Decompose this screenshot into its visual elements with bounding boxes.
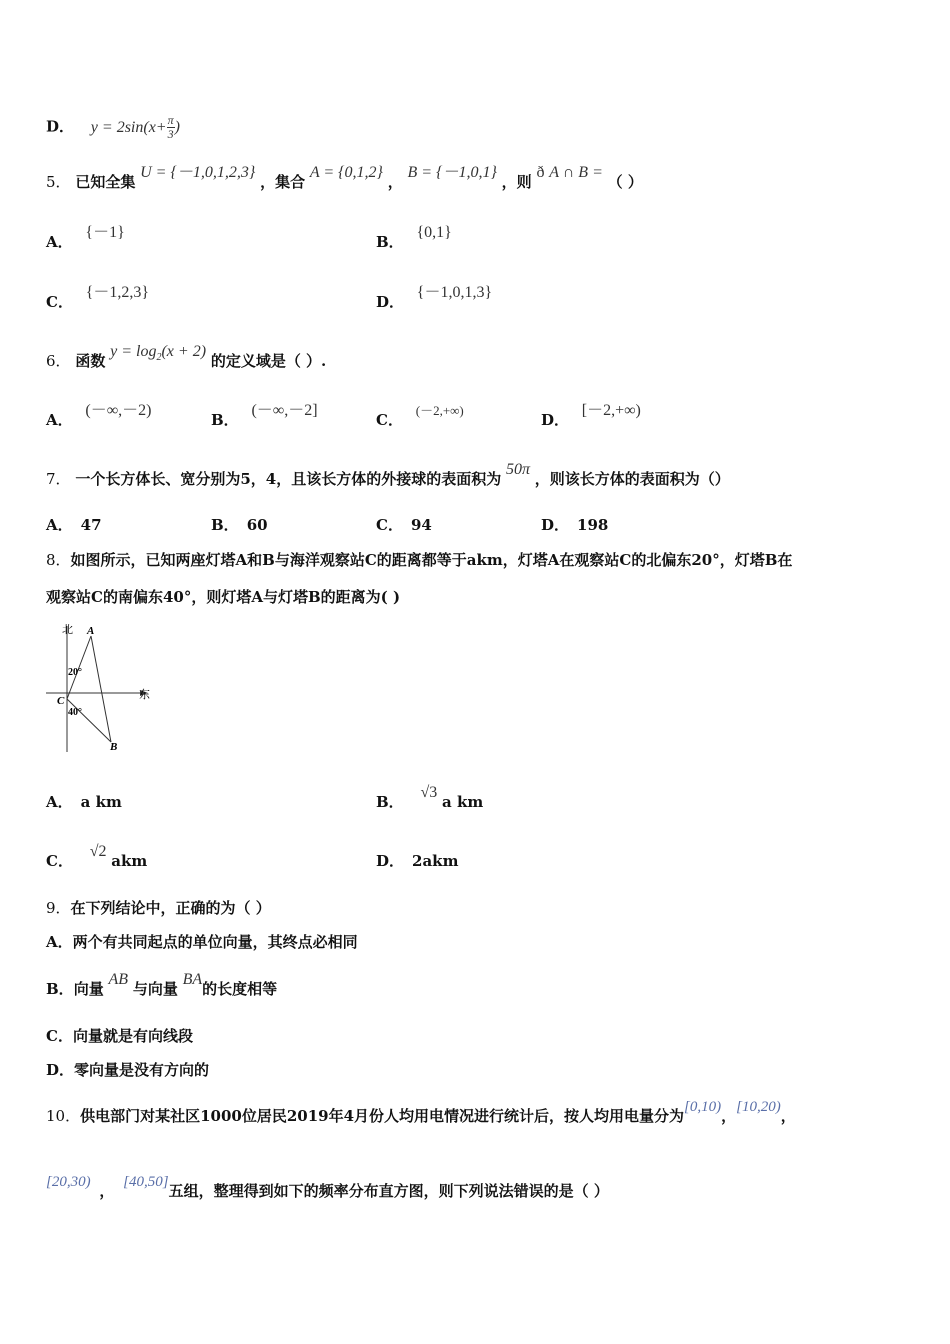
q6-option-c[interactable]: C． (－2,+∞) <box>376 403 464 429</box>
q5-option-b[interactable]: B． {0,1} <box>376 224 452 251</box>
q7-option-d[interactable]: D． 198 <box>541 516 609 534</box>
interval-0-10: [0,10) <box>684 1099 722 1115</box>
question-6-stem: 6． 函数 $y = \log_2(x + 2)$ 的定义域是（ ）. <box>46 343 327 370</box>
q7-option-c[interactable]: C． 94 <box>376 516 432 534</box>
formula: y = 2sin(x+ <box>90 118 167 136</box>
set-b: B = {－1,0,1} <box>407 164 497 181</box>
question-5-stem: 5． 已知全集 U = {－1,0,1,2,3} ，集合 A = {0,1,2} ， B = {－1,0,1} ，则 ð A ∩ B = （ ） <box>46 164 643 191</box>
set-u: U = {－1,0,1,2,3} <box>140 164 256 181</box>
point-a-label: A <box>87 625 95 637</box>
q9-option-d[interactable]: D．零向量是没有方向的 <box>46 1061 210 1079</box>
question-9-stem: 9．在下列结论中，正确的为（ ） <box>46 899 271 917</box>
q9-option-c[interactable]: C．向量就是有向线段 <box>46 1027 193 1045</box>
north-label: 北 <box>62 624 73 636</box>
set-a: A = {0,1,2} <box>309 164 383 181</box>
sqrt-2: √2 <box>89 843 107 860</box>
vector-ab: AB <box>108 971 129 988</box>
q8-option-d[interactable]: D． 2akm <box>376 852 459 870</box>
q6-option-d[interactable]: D． [－2,+∞) <box>541 402 641 429</box>
segment-ab <box>91 636 111 742</box>
q5-option-a[interactable]: A． {－1} <box>46 224 125 251</box>
intersection-expr: A ∩ B = <box>549 164 603 181</box>
complement-symbol: ð <box>536 164 545 181</box>
interval-10-20: [10,20) <box>736 1099 781 1115</box>
area-value: 50π <box>506 461 531 478</box>
question-7-stem: 7． 一个长方体长、宽分别为5，4，且该长方体的外接球的表面积为 50π ，则该长方体的表面积为（） <box>46 461 730 488</box>
q7-option-a[interactable]: A． 47 <box>46 516 102 534</box>
lighthouse-figure <box>44 620 156 756</box>
q9-option-a[interactable]: A．两个有共同起点的单位向量，其终点必相同 <box>46 933 358 951</box>
sqrt-3: √3 <box>420 784 438 801</box>
interval-40-50: [40,50] <box>123 1174 169 1190</box>
q6-option-a[interactable]: A． (－∞,－2) <box>46 402 152 429</box>
question-8-line1: 8．如图所示，已知两座灯塔A和B与海洋观察站C的距离都等于akm，灯塔A在观察站C的北偏东20°，灯塔B在 <box>46 551 793 569</box>
angle-40-label: 40° <box>68 707 82 718</box>
question-8-line2: 观察站C的南偏东40°，则灯塔A与灯塔B的距离为( ) <box>46 588 401 606</box>
q8-option-a[interactable]: A． a km <box>46 793 122 811</box>
q9-option-b[interactable]: B．向量 AB 与向量 BA的长度相等 <box>46 971 278 998</box>
q6-option-b[interactable]: B． (－∞,－2] <box>211 402 318 429</box>
question-10-line2: [20,30) ， [40,50]五组，整理得到如下的频率分布直方图，则下列说法错误的是（ ） <box>46 1174 609 1200</box>
q5-option-d[interactable]: D． {－1,0,1,3} <box>376 284 493 311</box>
interval-20-30: [20,30) <box>46 1174 91 1190</box>
east-label: 东 <box>139 689 150 701</box>
question-10-line1: 10．供电部门对某社区1000位居民2019年4月份人均用电情况进行统计后，按人均用电量分为[0,10)，[10,20)， <box>46 1099 796 1125</box>
point-b-label: B <box>110 741 118 753</box>
angle-20-label: 20° <box>68 667 82 678</box>
vector-ba: BA <box>182 971 203 988</box>
q5-option-c[interactable]: C． {－1,2,3} <box>46 284 150 311</box>
option-label: D． <box>46 117 75 136</box>
log-function: $y = \log_2(x + 2)$ <box>110 343 207 364</box>
q8-option-b[interactable]: B． √3 a km <box>376 784 484 811</box>
q4-option-d: D． y = 2sin(x+ $\frac{\pi}{3}$ ) <box>46 113 180 141</box>
point-c-label: C <box>57 695 65 707</box>
fraction: $\frac{\pi}{3}$ <box>167 113 174 141</box>
q8-option-c[interactable]: C． √2 akm <box>46 843 148 870</box>
q7-option-b[interactable]: B． 60 <box>211 516 268 534</box>
